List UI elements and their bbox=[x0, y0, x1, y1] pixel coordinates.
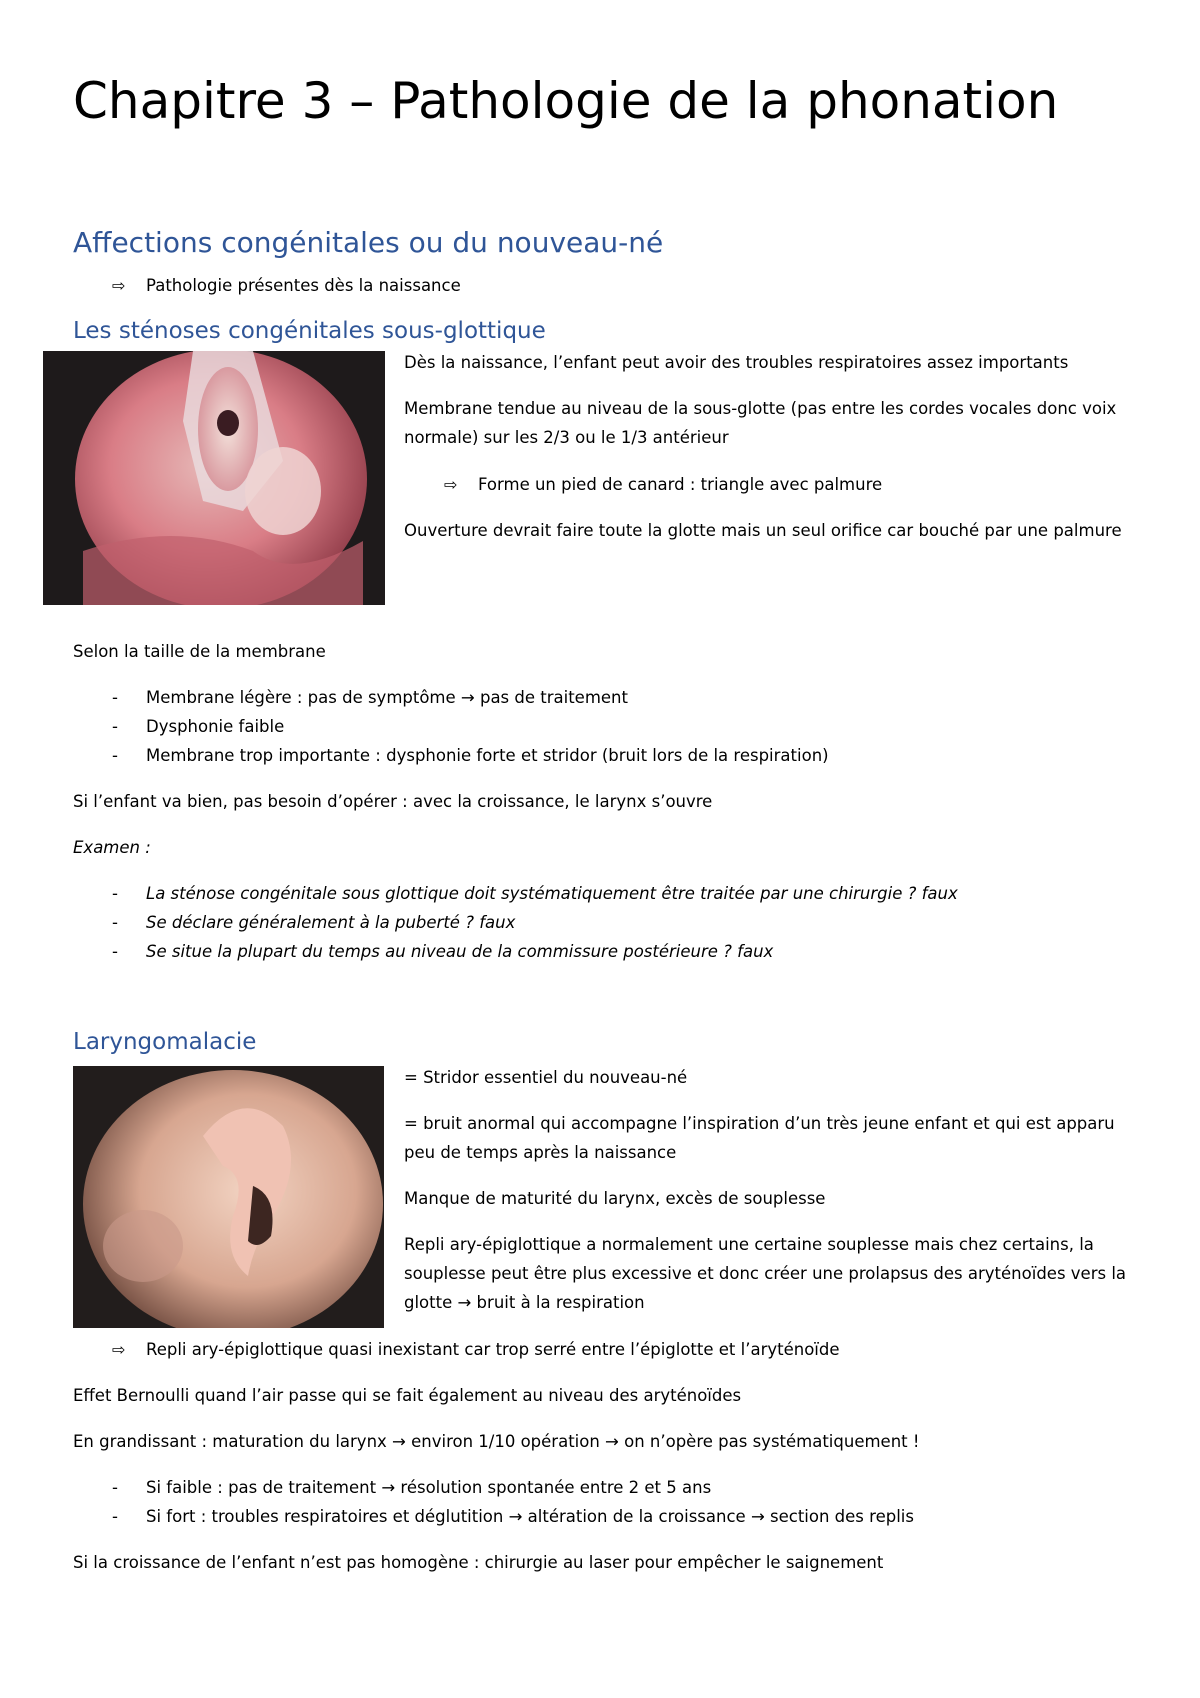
examen-label: Examen : bbox=[73, 838, 151, 857]
laryngo-paragraph-6: En grandissant : maturation du larynx → environ 1/10 opération → on n’opère pas systématiquement ! bbox=[73, 1432, 920, 1451]
exam-item: La sténose congénitale sous glottique doit systématiquement être traitée par une chirurgie ? faux bbox=[146, 884, 958, 903]
list-dash: - bbox=[112, 913, 118, 932]
section-heading-laryngomalacie: Laryngomalacie bbox=[73, 1029, 257, 1055]
arrow-bullet-icon: ⇨ bbox=[112, 1340, 126, 1359]
arrow-bullet-icon: ⇨ bbox=[112, 276, 126, 295]
section-heading-stenoses: Les sténoses congénitales sous-glottique bbox=[73, 318, 546, 344]
list-dash: - bbox=[112, 1478, 118, 1497]
list-item: Si faible : pas de traitement → résolution spontanée entre 2 et 5 ans bbox=[146, 1478, 712, 1497]
endoscopy-image-laryngomalacia bbox=[73, 1066, 384, 1328]
stenose-paragraph-3: Ouverture devrait faire toute la glotte mais un seul orifice car bouché par une palmure bbox=[404, 521, 1122, 540]
exam-item: Se situe la plupart du temps au niveau de la commissure postérieure ? faux bbox=[146, 942, 774, 961]
laryngo-paragraph-5: Effet Bernoulli quand l’air passe qui se fait également au niveau des aryténoïdes bbox=[73, 1386, 742, 1405]
bullet-text: Pathologie présentes dès la naissance bbox=[146, 276, 461, 295]
list-item: Dysphonie faible bbox=[146, 717, 285, 736]
stenose-paragraph-1: Dès la naissance, l’enfant peut avoir des troubles respiratoires assez importants bbox=[404, 353, 1069, 372]
laryngo-paragraph-4: Repli ary-épiglottique a normalement une certaine souplesse mais chez certains, la souplesse peut être plus excessive et donc créer une prolapsus des aryténoïdes vers la glotte → bruit à la respiration bbox=[404, 1235, 1127, 1312]
laryngo-paragraph-3: Manque de maturité du larynx, excès de souplesse bbox=[404, 1189, 826, 1208]
laryngo-paragraph-1: = Stridor essentiel du nouveau-né bbox=[404, 1068, 688, 1087]
list-item: Si fort : troubles respiratoires et déglutition → altération de la croissance → section des replis bbox=[146, 1507, 914, 1526]
stenose-paragraph-4: Si l’enfant va bien, pas besoin d’opérer : avec la croissance, le larynx s’ouvre bbox=[73, 792, 713, 811]
exam-item: Se déclare généralement à la puberté ? faux bbox=[146, 913, 516, 932]
stenose-bullet-text: Forme un pied de canard : triangle avec palmure bbox=[478, 475, 883, 494]
laryngo-paragraph-7: Si la croissance de l’enfant n’est pas homogène : chirurgie au laser pour empêcher le saignement bbox=[73, 1553, 884, 1572]
list-item: Membrane légère : pas de symptôme → pas de traitement bbox=[146, 688, 628, 707]
list-dash: - bbox=[112, 942, 118, 961]
stenose-paragraph-2: Membrane tendue au niveau de la sous-glotte (pas entre les cordes vocales donc voix normale) sur les 2/3 ou le 1/3 antérieur bbox=[404, 399, 1117, 447]
list-dash: - bbox=[112, 688, 118, 707]
stenose-selon: Selon la taille de la membrane bbox=[73, 642, 326, 661]
laryngo-paragraph-2: = bruit anormal qui accompagne l’inspiration d’un très jeune enfant et qui est apparu peu de temps après la naissance bbox=[404, 1114, 1115, 1162]
laryngo-bullet-text: Repli ary-épiglottique quasi inexistant car trop serré entre l’épiglotte et l’aryténoïde bbox=[146, 1340, 840, 1359]
endoscopy-image-stenosis bbox=[43, 351, 385, 605]
list-item: Membrane trop importante : dysphonie forte et stridor (bruit lors de la respiration) bbox=[146, 746, 829, 765]
list-dash: - bbox=[112, 717, 118, 736]
section-heading-affections: Affections congénitales ou du nouveau-né bbox=[73, 226, 664, 259]
list-dash: - bbox=[112, 746, 118, 765]
list-dash: - bbox=[112, 884, 118, 903]
page-title: Chapitre 3 – Pathologie de la phonation bbox=[73, 72, 1059, 130]
list-dash: - bbox=[112, 1507, 118, 1526]
arrow-bullet-icon: ⇨ bbox=[444, 475, 458, 494]
